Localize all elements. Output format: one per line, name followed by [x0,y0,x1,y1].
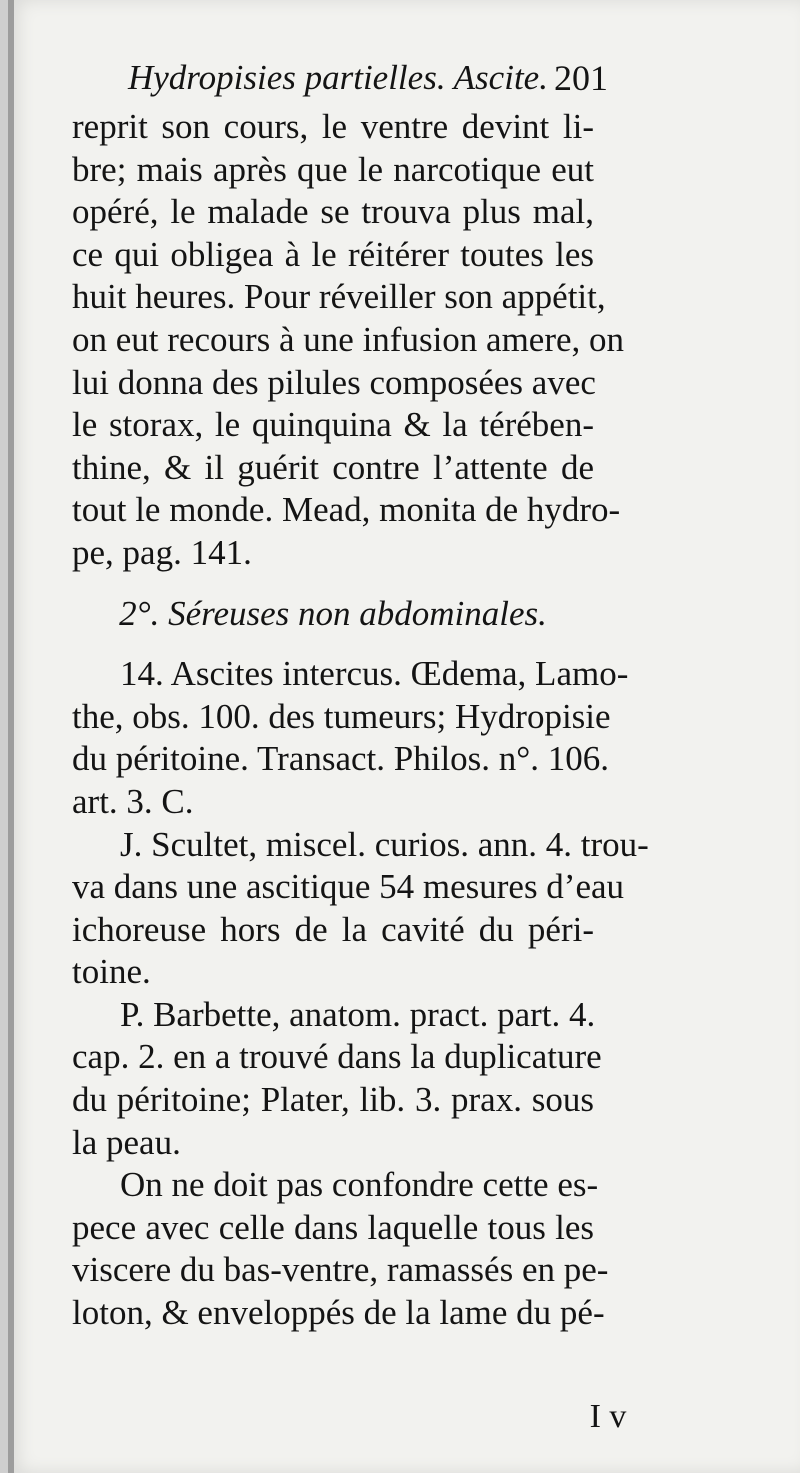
text-line: toine. [72,952,151,992]
text-line: pece avec celle dans laquelle tous les [72,1207,594,1247]
book-page [8,0,800,1473]
text-line: du péritoine. Transact. Philos. n°. 106. [72,739,610,779]
text-line: thine, & il guérit contre l’attente de [72,447,594,487]
text-line: ce qui obligea à le réitérer toutes les [72,234,594,274]
text-line: on eut recours à une infusion amere, on [72,319,625,359]
body-text [72,106,649,1335]
text-line: P. Barbette, anatom. pract. part. 4. [120,994,596,1034]
text-line: lui donna des pilules composées avec [72,362,596,402]
text-line: 14. Ascites intercus. Œdema, Lamo- [120,654,629,694]
text-line: pe, pag. 141. [72,532,252,572]
text-line: tout le monde. Mead, monita de hydro- [72,490,621,530]
running-header [128,52,608,104]
text-line: reprit son cours, le ventre devint li- [72,107,594,146]
text-line: loton, & enveloppés de la lame du pé- [72,1293,605,1333]
text-line: the, obs. 100. des tumeurs; Hydropisie [72,696,611,736]
text-line: va dans une ascitique 54 mesures d’eau [72,867,625,907]
text-line: On ne doit pas confondre cette es- [120,1165,599,1205]
text-line: le storax, le quinquina & la térében- [72,405,594,445]
text-line: huit heures. Pour réveiller son appétit, [72,277,606,317]
text-line: du péritoine; Plater, lib. 3. prax. sous [72,1080,594,1120]
spacer [72,635,594,653]
running-title: Hydropisies partielles. Ascite. [128,58,548,97]
text-line: cap. 2. en a trouvé dans la duplicature [72,1037,602,1077]
spacer [72,575,594,593]
text-line: art. 3. C. [72,781,194,821]
text-line: J. Scultet, miscel. curios. ann. 4. trou- [120,824,649,864]
text-line: ichoreuse hors de la cavité du péri- [72,909,594,949]
section-heading: 2°. Séreuses non abdominales. [119,593,547,633]
signature-mark: I v [589,1398,627,1435]
text-line: opéré, le malade se trouva plus mal, [72,192,594,232]
text-line: la peau. [72,1122,181,1162]
text-line: bre; mais après que le narcotique eut [72,149,594,189]
text-line: viscere du bas-ventre, ramassés en pe- [72,1250,609,1290]
page-number: 201 [554,58,608,98]
